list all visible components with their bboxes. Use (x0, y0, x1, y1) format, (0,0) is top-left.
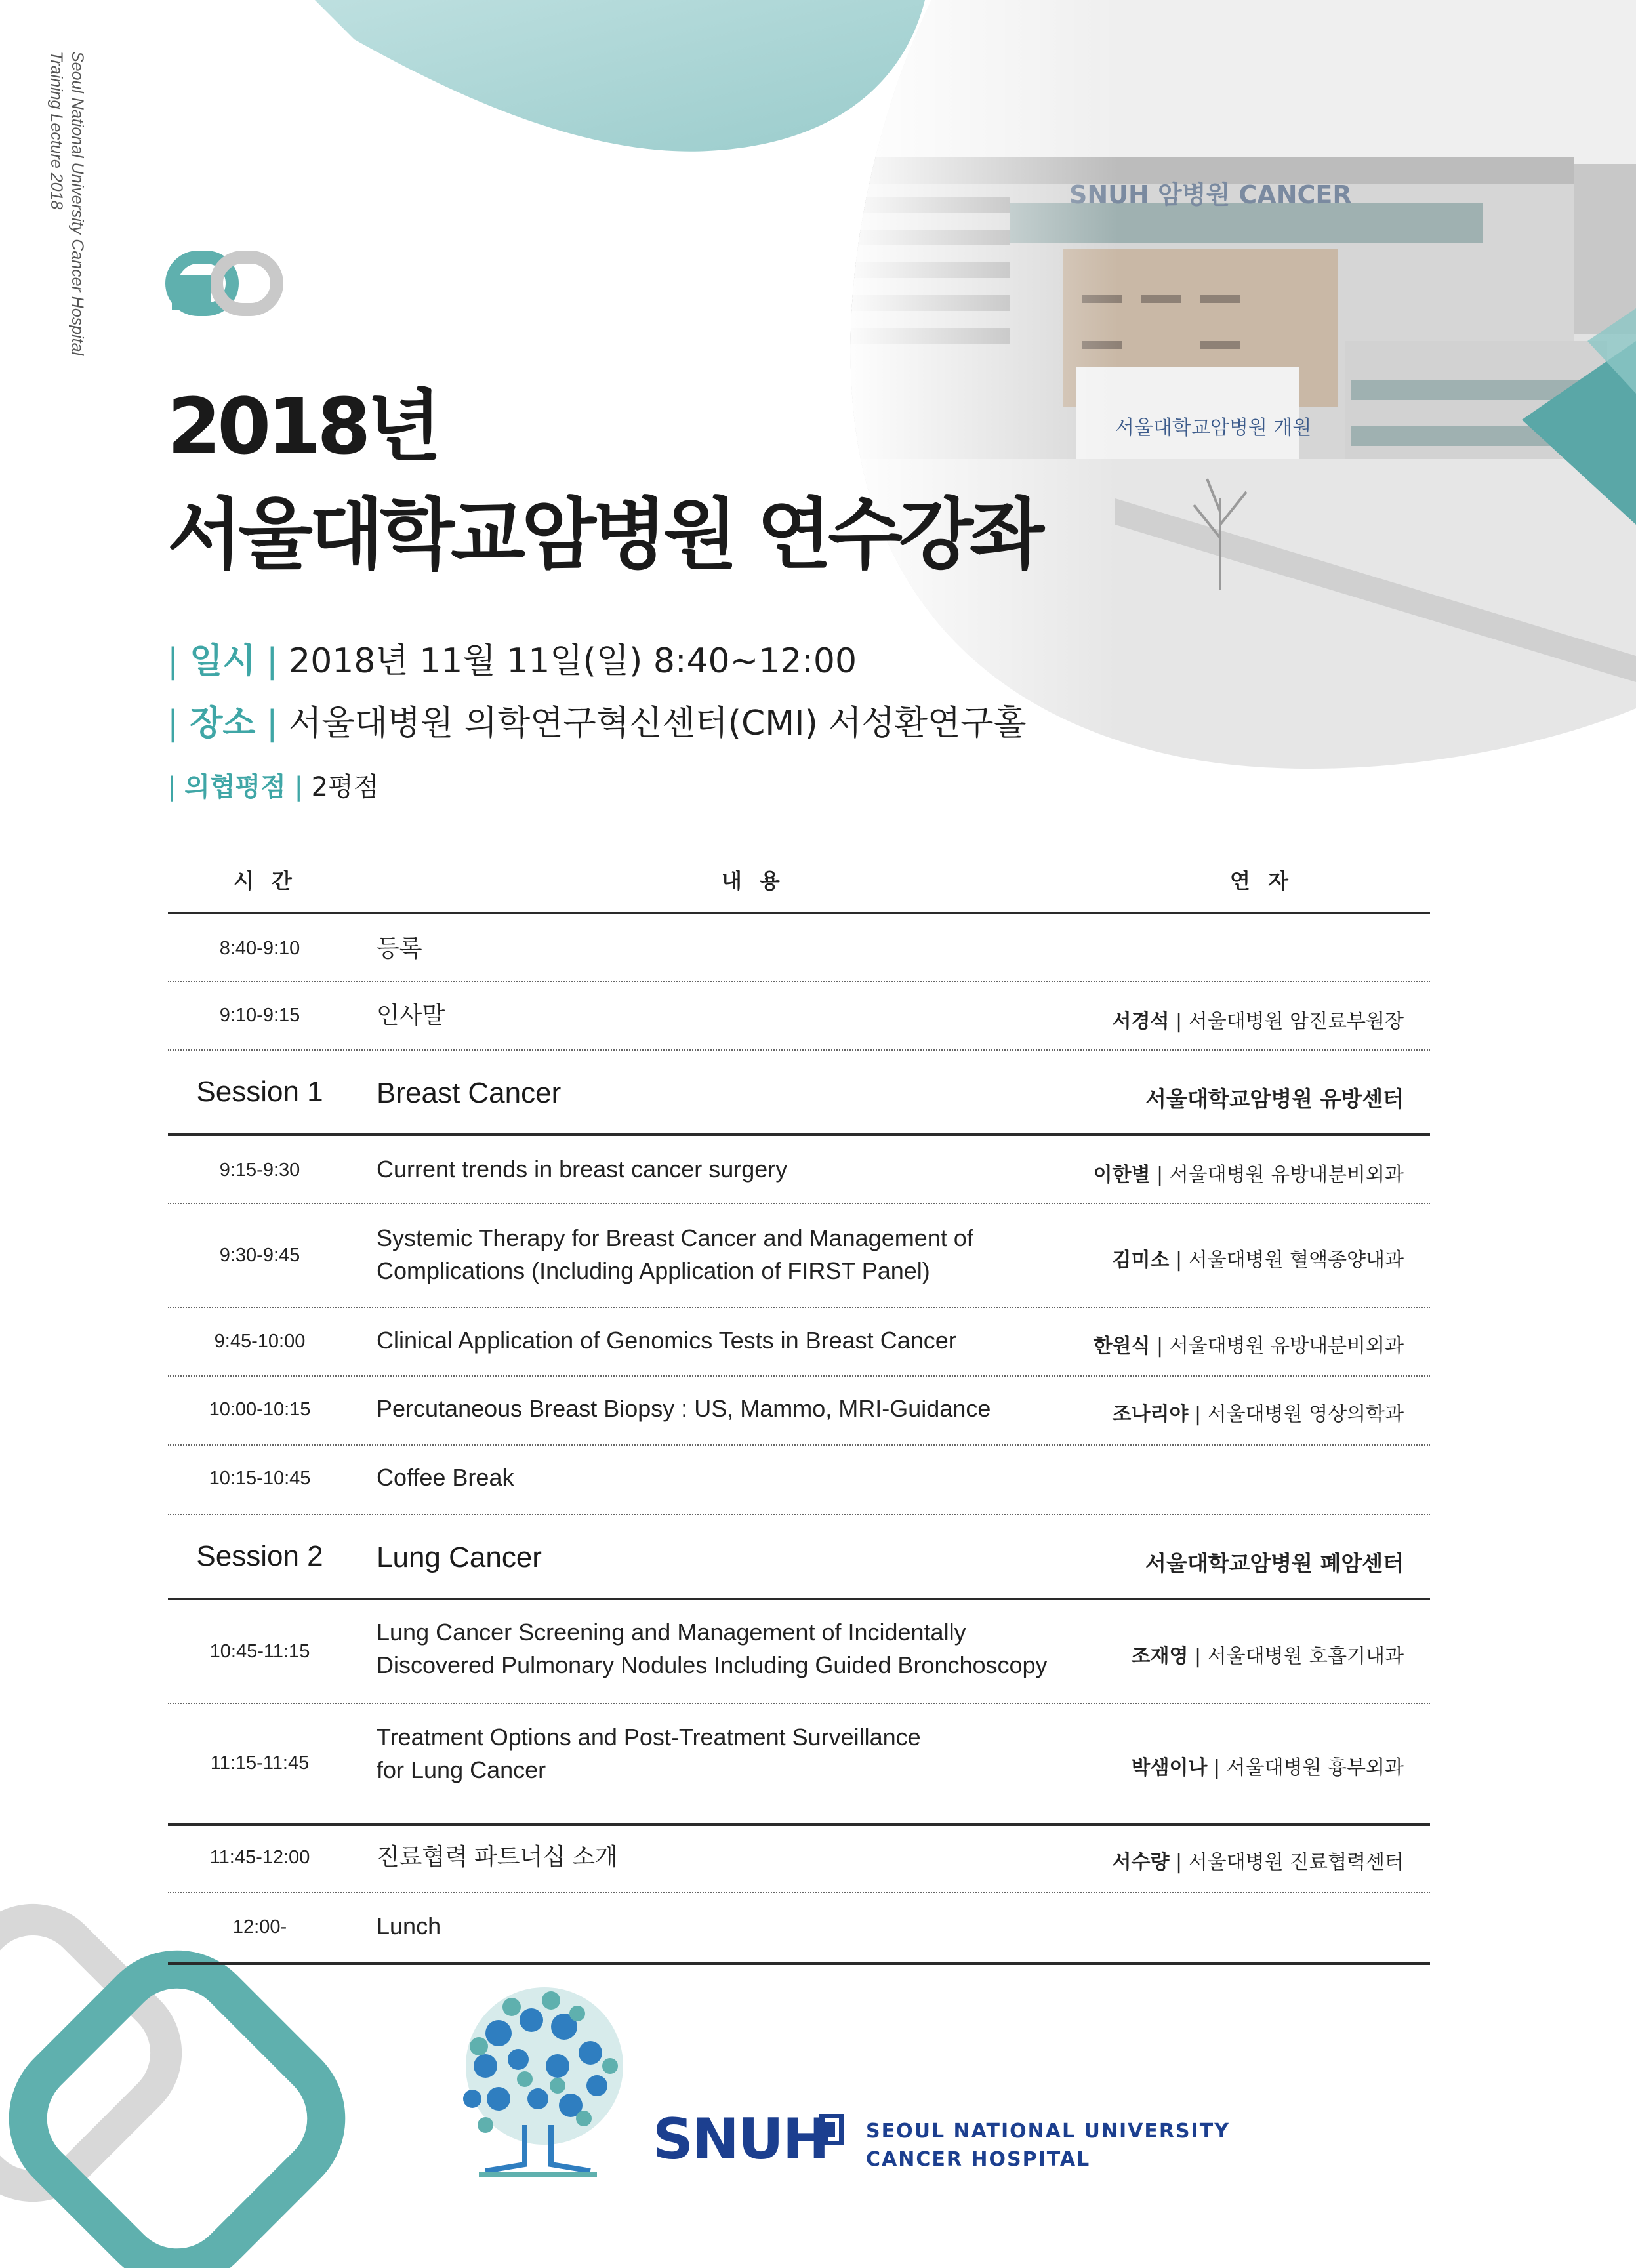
row-content-line: Lung Cancer Screening and Management of Incidentally (377, 1619, 966, 1646)
row-time: 8:40-9:10 (219, 938, 300, 959)
row-content: 등록 (377, 935, 422, 962)
speaker-name: 김미소 (1112, 1249, 1170, 1272)
row-content-line: Systemic Therapy for Breast Cancer and Management of (377, 1225, 973, 1251)
row-content (377, 1721, 921, 1787)
row-divider (168, 1514, 1430, 1515)
speaker-name: 한원식 (1093, 1335, 1151, 1358)
session-center: 서울대학교암병원 폐암센터 (1145, 1550, 1404, 1576)
header-rule (168, 912, 1430, 914)
row-divider (168, 1703, 1430, 1704)
row-content: Clinical Application of Genomics Tests in Breast Cancer (377, 1327, 956, 1354)
speaker-affiliation: 서울대병원 영상의학과 (1207, 1403, 1404, 1426)
row-time: 11:15-11:45 (210, 1752, 310, 1773)
table-row (168, 1378, 1430, 1444)
date-line: | 일시 | 2018년 11월 11일(일) 8:40~12:00 (167, 641, 857, 681)
section-rule (168, 1823, 1430, 1826)
speaker-name: 이한별 (1093, 1164, 1151, 1186)
row-time: 10:45-11:15 (209, 1641, 310, 1662)
row-divider (168, 981, 1430, 982)
row-content: 인사말 (377, 1002, 445, 1028)
table-row (168, 1705, 1430, 1821)
page-title: 서울대학교암병원 연수강좌 (167, 489, 1040, 580)
row-content (377, 1222, 973, 1287)
row-content: Percutaneous Breast Biopsy : US, Mammo, MRI-Guidance (377, 1395, 991, 1422)
row-time: 10:00-10:15 (209, 1399, 311, 1420)
session-title: Breast Cancer (377, 1077, 562, 1109)
speaker-name: 서수량 (1112, 1851, 1170, 1874)
row-content-line: for Lung Cancer (377, 1756, 546, 1783)
session-rule (168, 1598, 1430, 1600)
speaker-name: 조나리야 (1112, 1403, 1189, 1426)
side-caption (46, 51, 88, 471)
date-label: 일시 (190, 641, 256, 681)
session-rule (168, 1133, 1430, 1136)
credit-value: 2평점 (311, 772, 379, 802)
row-time: 9:45-10:00 (214, 1331, 306, 1352)
snuh-logo-text: SNUH (653, 2107, 828, 2172)
row-speaker: 조나리야 | 서울대병원 영상의학과 (1112, 1403, 1404, 1426)
row-speaker: 박샘이나 | 서울대병원 흉부외과 (1131, 1756, 1404, 1779)
row-speaker: 이한별 | 서울대병원 유방내분비외과 (1093, 1164, 1404, 1186)
row-divider (168, 1203, 1430, 1204)
row-divider (168, 1892, 1430, 1893)
table-row (168, 1894, 1430, 1960)
row-speaker: 김미소 | 서울대병원 혈액종양내과 (1112, 1249, 1404, 1272)
row-content: Coffee Break (377, 1464, 514, 1491)
logo-line2: CANCER HOSPITAL (866, 2148, 1091, 2171)
speaker-affiliation: 서울대병원 흉부외과 (1226, 1756, 1404, 1779)
table-row (168, 1205, 1430, 1307)
speaker-name: 박샘이나 (1131, 1756, 1208, 1779)
row-content-line: Treatment Options and Post-Treatment Surveillance (377, 1724, 921, 1751)
row-speaker: 조재영 | 서울대병원 호흡기내과 (1131, 1645, 1404, 1668)
row-time: 12:00- (232, 1916, 287, 1937)
table-row (168, 1310, 1430, 1375)
row-time: 9:10-9:15 (219, 1005, 300, 1026)
speaker-affiliation: 서울대병원 혈액종양내과 (1188, 1249, 1404, 1272)
header-content: 내 용 (722, 868, 785, 893)
session-row (168, 1052, 1430, 1132)
speaker-affiliation: 서울대병원 호흡기내과 (1207, 1645, 1404, 1668)
table-row (168, 984, 1430, 1049)
speaker-affiliation: 서울대병원 암진료부원장 (1188, 1010, 1404, 1033)
building-photo (754, 0, 1636, 787)
row-speaker: 서수량 | 서울대병원 진료협력센터 (1112, 1851, 1404, 1874)
table-row (168, 1827, 1430, 1890)
table-row (168, 917, 1430, 982)
header-time: 시 간 (234, 868, 297, 893)
logo-line1: SEOUL NATIONAL UNIVERSITY (866, 2120, 1230, 2143)
place-value: 서울대병원 의학연구혁신센터(CMI) 서성환연구홀 (289, 704, 1027, 743)
row-time: 9:15-9:30 (219, 1160, 300, 1181)
header-speaker: 연 자 (1230, 868, 1294, 893)
row-content: 진료협력 파트너십 소개 (377, 1843, 618, 1870)
table-row (168, 1603, 1430, 1701)
speaker-name: 조재영 (1131, 1645, 1189, 1668)
row-time: 10:15-10:45 (209, 1468, 311, 1489)
date-value: 2018년 11월 11일(일) 8:40~12:00 (289, 641, 857, 681)
session-title: Lung Cancer (377, 1541, 542, 1573)
row-divider (168, 1049, 1430, 1051)
speaker-affiliation: 서울대병원 진료협력센터 (1188, 1851, 1404, 1874)
side-caption-line2: Training Lecture 2018 (47, 51, 66, 210)
place-label: 장소 (190, 704, 256, 743)
table-row (168, 1447, 1430, 1512)
session-label: Session 1 (196, 1076, 323, 1108)
title-year: 2018년 (167, 381, 438, 472)
row-time: 11:45-12:00 (209, 1847, 310, 1868)
row-divider (168, 1444, 1430, 1446)
row-speaker: 한원식 | 서울대병원 유방내분비외과 (1093, 1335, 1404, 1358)
row-speaker: 서경석 | 서울대병원 암진료부원장 (1112, 1010, 1404, 1033)
row-divider (168, 1375, 1430, 1377)
speaker-affiliation: 서울대병원 유방내분비외과 (1169, 1335, 1404, 1358)
row-content (377, 1616, 1048, 1682)
row-content-line: Complications (Including Application of FIRST Panel) (377, 1257, 930, 1284)
table-row (168, 1139, 1430, 1203)
credit-label: 의협평점 (184, 772, 286, 802)
row-divider (168, 1307, 1430, 1308)
session-row (168, 1516, 1430, 1596)
side-caption-line1: Seoul National University Cancer Hospital (68, 51, 87, 356)
row-content-line: Discovered Pulmonary Nodules Including Guided Bronchoscopy (377, 1651, 1048, 1678)
session-center: 서울대학교암병원 유방센터 (1145, 1086, 1404, 1112)
table-bottom-rule (168, 1962, 1430, 1965)
speaker-name: 서경석 (1112, 1010, 1170, 1033)
tree-logo (463, 1987, 623, 2174)
row-time: 9:30-9:45 (219, 1245, 300, 1266)
session-label: Session 2 (196, 1540, 323, 1572)
place-line: | 장소 | 서울대병원 의학연구혁신센터(CMI) 서성환연구홀 (167, 704, 1027, 743)
row-content: Lunch (377, 1913, 441, 1939)
credit-line: | 의협평점 | 2평점 (167, 772, 379, 802)
row-content: Current trends in breast cancer surgery (377, 1156, 788, 1183)
speaker-affiliation: 서울대병원 유방내분비외과 (1169, 1164, 1404, 1186)
